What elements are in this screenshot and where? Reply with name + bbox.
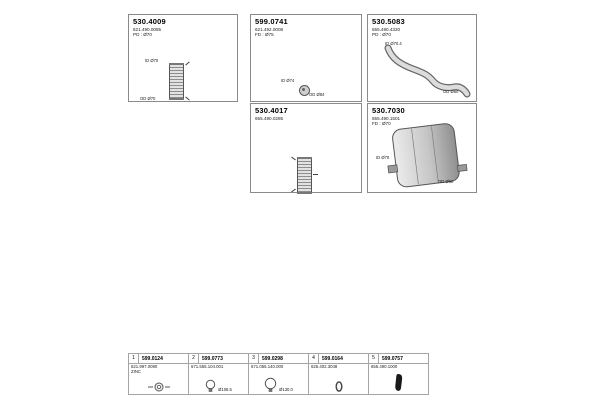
item-number-badge: 5 [369, 354, 379, 363]
accessory-cell-2 [188, 353, 249, 395]
part-panel-530-5083 [367, 14, 477, 102]
accessory-cell-4 [308, 353, 369, 395]
spec-line: PD : Ø70 [133, 32, 152, 38]
clamp-diameter: Ø106.5 [218, 387, 232, 392]
accessory-reference: 655.490.1000 [371, 364, 398, 369]
oe-reference: 655.490.4320 [372, 27, 401, 32]
oe-reference: 655.490.1501 [372, 116, 401, 121]
accessory-reference: 671.555.104.001 [191, 364, 224, 369]
part-panel-599-0741 [250, 14, 362, 102]
dim-label-bottom: OD Ø60 [438, 179, 454, 184]
accessory-body [129, 364, 188, 394]
part-number-title: 530.4017 [255, 106, 288, 115]
oe-reference: 655.490.0285 [255, 116, 284, 121]
part-number-title: 530.5083 [372, 17, 405, 26]
accessory-part-number: 599.0298 [262, 355, 283, 362]
dim-label-bottom: OD Ø60 [443, 89, 459, 94]
dim-label-top: ID Ø70 [376, 155, 390, 160]
accessory-part-number: 599.0124 [142, 355, 163, 362]
part-number-title: 530.4009 [133, 17, 166, 26]
oval-gasket-icon [309, 381, 368, 392]
dimension-tick [291, 189, 296, 193]
flex-pipe-drawing [297, 157, 312, 194]
accessory-reference: 625.402.3048 [311, 364, 338, 369]
spec-line: FD : Ø70 [372, 121, 391, 127]
accessory-header [309, 354, 368, 364]
muffler-drawing [382, 120, 474, 192]
accessory-body [369, 364, 428, 394]
flange-gasket-icon [129, 382, 188, 392]
dim-label-bottom: OD Ø84 [309, 92, 325, 97]
accessory-header [129, 354, 188, 364]
spec-line: PD : Ø70 [372, 32, 391, 38]
accessory-body [249, 364, 308, 394]
accessory-part-number: 599.0757 [382, 355, 403, 362]
item-number-badge: 1 [129, 354, 139, 363]
item-number-badge: 4 [309, 354, 319, 363]
dimension-tick [291, 157, 296, 161]
part-panel-530-4009 [128, 14, 238, 102]
curved-pipe-drawing [372, 45, 474, 99]
accessory-reference: 671.055.140.000 [251, 364, 284, 369]
oe-reference: 621.490.0085 [133, 27, 162, 32]
accessory-cell-5 [368, 353, 429, 395]
oe-reference: 621.492.0008 [255, 27, 284, 32]
spec-line: FD : Ø75 [255, 32, 274, 38]
accessory-body [189, 364, 248, 394]
clamp-icon [249, 377, 308, 392]
dim-label-top: ID Ø70 [145, 58, 159, 63]
part-panel-530-7030 [367, 103, 477, 193]
dim-label-top: ID Ø70.4 [385, 41, 402, 46]
accessory-body [309, 364, 368, 394]
accessory-header [369, 354, 428, 364]
item-number-badge: 3 [249, 354, 259, 363]
clamp-diameter: Ø130.0 [279, 387, 293, 392]
accessory-header [249, 354, 308, 364]
clamp-icon [189, 379, 248, 392]
part-number-title: 530.7030 [372, 106, 405, 115]
accessory-reference: 621.997.0090 [131, 364, 158, 369]
accessory-note: ZINC [131, 368, 142, 374]
accessory-part-number: 599.0164 [322, 355, 343, 362]
accessory-cell-1 [128, 353, 189, 395]
item-number-badge: 2 [189, 354, 199, 363]
accessories-table [128, 353, 429, 395]
rubber-hanger-icon [369, 373, 428, 392]
dim-label-bottom: OD Ø70 [140, 96, 156, 101]
part-number-title: 599.0741 [255, 17, 288, 26]
dimension-tick [185, 97, 189, 101]
dimension-tick [185, 62, 189, 66]
flex-pipe-drawing [169, 63, 184, 100]
dimension-tick [313, 174, 318, 175]
accessory-part-number: 599.0773 [202, 355, 223, 362]
accessory-cell-3 [248, 353, 309, 395]
accessory-header [189, 354, 248, 364]
part-panel-530-4017 [250, 103, 362, 193]
dim-label-top: ID Ø74 [281, 78, 295, 83]
